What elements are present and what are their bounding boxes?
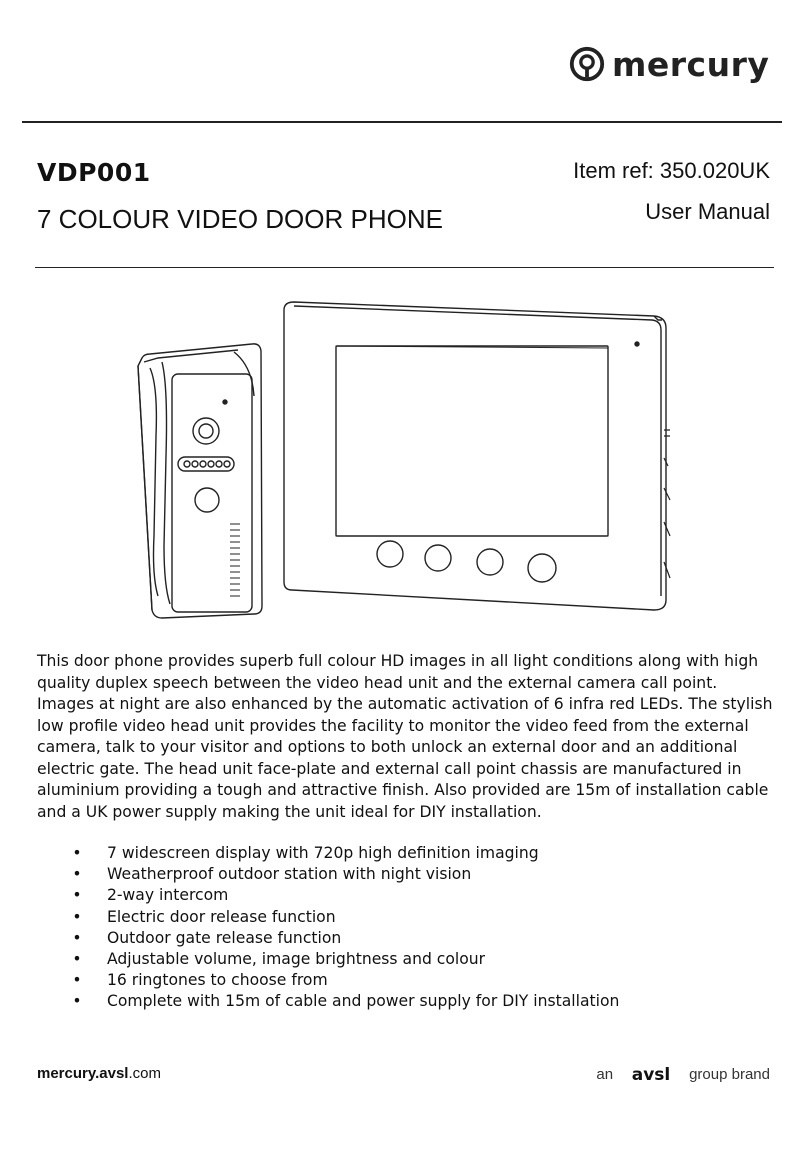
list-item (70, 864, 619, 885)
website-suffix: .com (128, 1065, 161, 1082)
mercury-logo-icon (568, 45, 606, 83)
bullet-icon: • (72, 844, 82, 862)
list-item (70, 991, 619, 1012)
top-divider (22, 121, 782, 123)
group-brand (596, 1063, 770, 1085)
avsl-logo-text: avsl (631, 1065, 671, 1083)
brand-prefix: an (596, 1065, 614, 1083)
bullet-icon: • (72, 992, 82, 1011)
list-item (70, 843, 619, 864)
website-link[interactable] (37, 1065, 161, 1082)
product-description: This door phone provides superb full colour HD images in all light conditions along with high quality duplex speech between the video head unit and the external camera call point. Images at night are also enhanced by the automatic activation of 6 infra red LEDs. The stylish low profile video head unit provides the facility to monitor the video feed from the external camera, talk to your visitor and options to both unlock an external door and an additional electric gate. The head unit face-plate and external call point chassis are manufactured in aluminium providing a tough and attractive finish. Also provided are 15m of installation cable and a UK power supply making the unit ideal for DIY installation. (37, 652, 773, 821)
product-title: 7 COLOUR VIDEO DOOR PHONE (37, 204, 443, 234)
bullet-icon: • (72, 971, 82, 990)
video-door-phone-illustration (134, 296, 676, 620)
list-item (70, 907, 619, 928)
feature-list (70, 843, 619, 1013)
document-type: User Manual (645, 199, 770, 224)
feature-text: Adjustable volume, image brightness and colour (107, 950, 486, 969)
feature-text: Outdoor gate release function (107, 928, 342, 947)
feature-text: 16 ringtones to choose from (107, 971, 328, 990)
model-number: VDP001 (37, 158, 151, 187)
brand-name: mercury (612, 44, 770, 84)
bullet-icon: • (72, 928, 82, 947)
feature-text: 2-way intercom (107, 886, 229, 905)
avsl-logo-icon (619, 1065, 683, 1083)
brand-suffix: group brand (689, 1065, 770, 1083)
feature-text: 7 widescreen display with 720p high definition imaging (107, 844, 539, 862)
bullet-icon: • (72, 886, 82, 905)
bullet-icon: • (72, 950, 82, 969)
feature-text: Weatherproof outdoor station with night vision (107, 865, 472, 884)
feature-text: Electric door release function (107, 907, 336, 926)
list-item (70, 885, 619, 906)
list-item (70, 928, 619, 949)
item-reference: Item ref: 350.020UK (573, 158, 770, 183)
website-domain: mercury.avsl (37, 1065, 129, 1082)
indoor-monitor-icon (284, 302, 670, 610)
list-item (70, 949, 619, 970)
brand-logo (568, 44, 769, 84)
list-item (70, 970, 619, 991)
feature-text: Complete with 15m of cable and power supply for DIY installation (107, 992, 620, 1011)
bullet-icon: • (72, 865, 82, 884)
header-divider (35, 267, 774, 268)
outdoor-station-icon (138, 344, 262, 618)
bullet-icon: • (72, 907, 82, 926)
